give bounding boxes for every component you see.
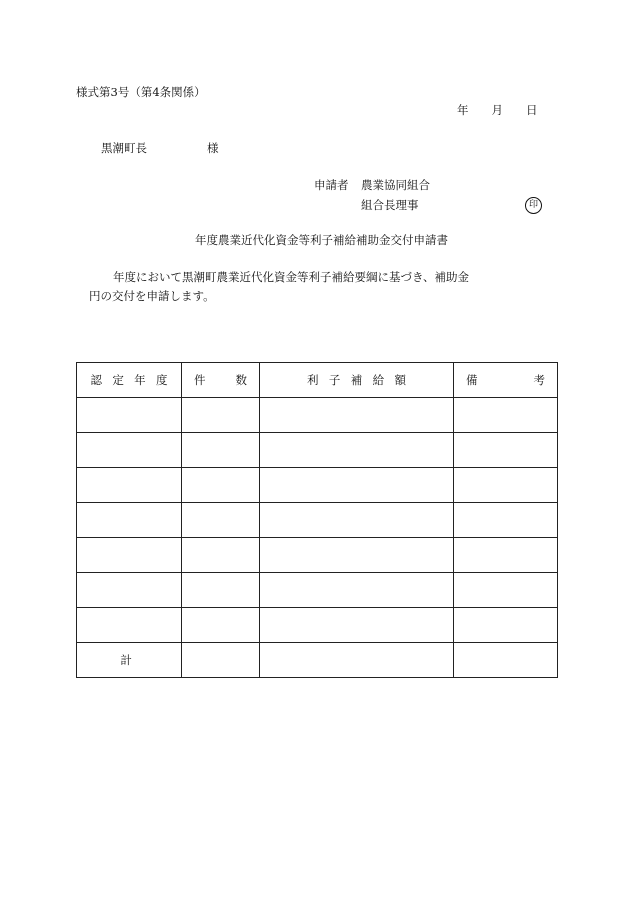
cell-year[interactable] [77,538,182,573]
total-remarks[interactable] [454,643,558,678]
cell-count[interactable] [182,573,260,608]
table-row [77,503,558,538]
table-row [77,573,558,608]
applicant-label: 申請者 [314,178,349,192]
addressee-name: 黒潮町長 [101,141,147,155]
body-line-1: 年度において黒潮町農業近代化資金等利子補給要綱に基づき、補助金 [113,270,470,284]
cell-interest[interactable] [260,573,454,608]
header-remarks: 備 考 [454,363,558,398]
table-row [77,468,558,503]
date-month: 月 [491,103,503,117]
cell-remarks[interactable] [454,608,558,643]
seal-icon: 印 [525,197,542,214]
header-count: 件 数 [182,363,260,398]
applicant-position: 組合長理事 [361,198,419,212]
cell-interest[interactable] [260,433,454,468]
cell-count[interactable] [182,468,260,503]
addressee-honorific: 様 [207,141,219,155]
cell-remarks[interactable] [454,503,558,538]
date-year: 年 [457,103,469,117]
cell-remarks[interactable] [454,468,558,503]
table-total-row [77,643,558,678]
document-title: 年度農業近代化資金等利子補給補助金交付申請書 [195,233,448,247]
cell-count[interactable] [182,538,260,573]
applicant-organization: 農業協同組合 [361,178,430,192]
table-row [77,608,558,643]
cell-remarks[interactable] [454,538,558,573]
table-header-row [77,363,558,398]
cell-year[interactable] [77,608,182,643]
total-label: 計 [77,643,182,678]
header-interest-subsidy: 利子補給額 [260,363,454,398]
table-row [77,538,558,573]
cell-interest[interactable] [260,503,454,538]
header-certification-year: 認定年度 [77,363,182,398]
cell-count[interactable] [182,398,260,433]
cell-remarks[interactable] [454,433,558,468]
date-day: 日 [526,103,538,117]
cell-count[interactable] [182,503,260,538]
cell-year[interactable] [77,433,182,468]
cell-interest[interactable] [260,398,454,433]
table-row [77,433,558,468]
total-interest[interactable] [260,643,454,678]
cell-year[interactable] [77,398,182,433]
total-count[interactable] [182,643,260,678]
date-line [457,105,538,117]
table-row [77,398,558,433]
application-table [76,362,558,678]
form-number: 様式第3号（第4条関係） [76,85,206,99]
cell-year[interactable] [77,503,182,538]
cell-interest[interactable] [260,538,454,573]
cell-count[interactable] [182,608,260,643]
cell-interest[interactable] [260,468,454,503]
cell-count[interactable] [182,433,260,468]
cell-remarks[interactable] [454,573,558,608]
cell-year[interactable] [77,573,182,608]
cell-interest[interactable] [260,608,454,643]
body-line-2: 円の交付を申請します。 [89,289,215,303]
cell-remarks[interactable] [454,398,558,433]
cell-year[interactable] [77,468,182,503]
